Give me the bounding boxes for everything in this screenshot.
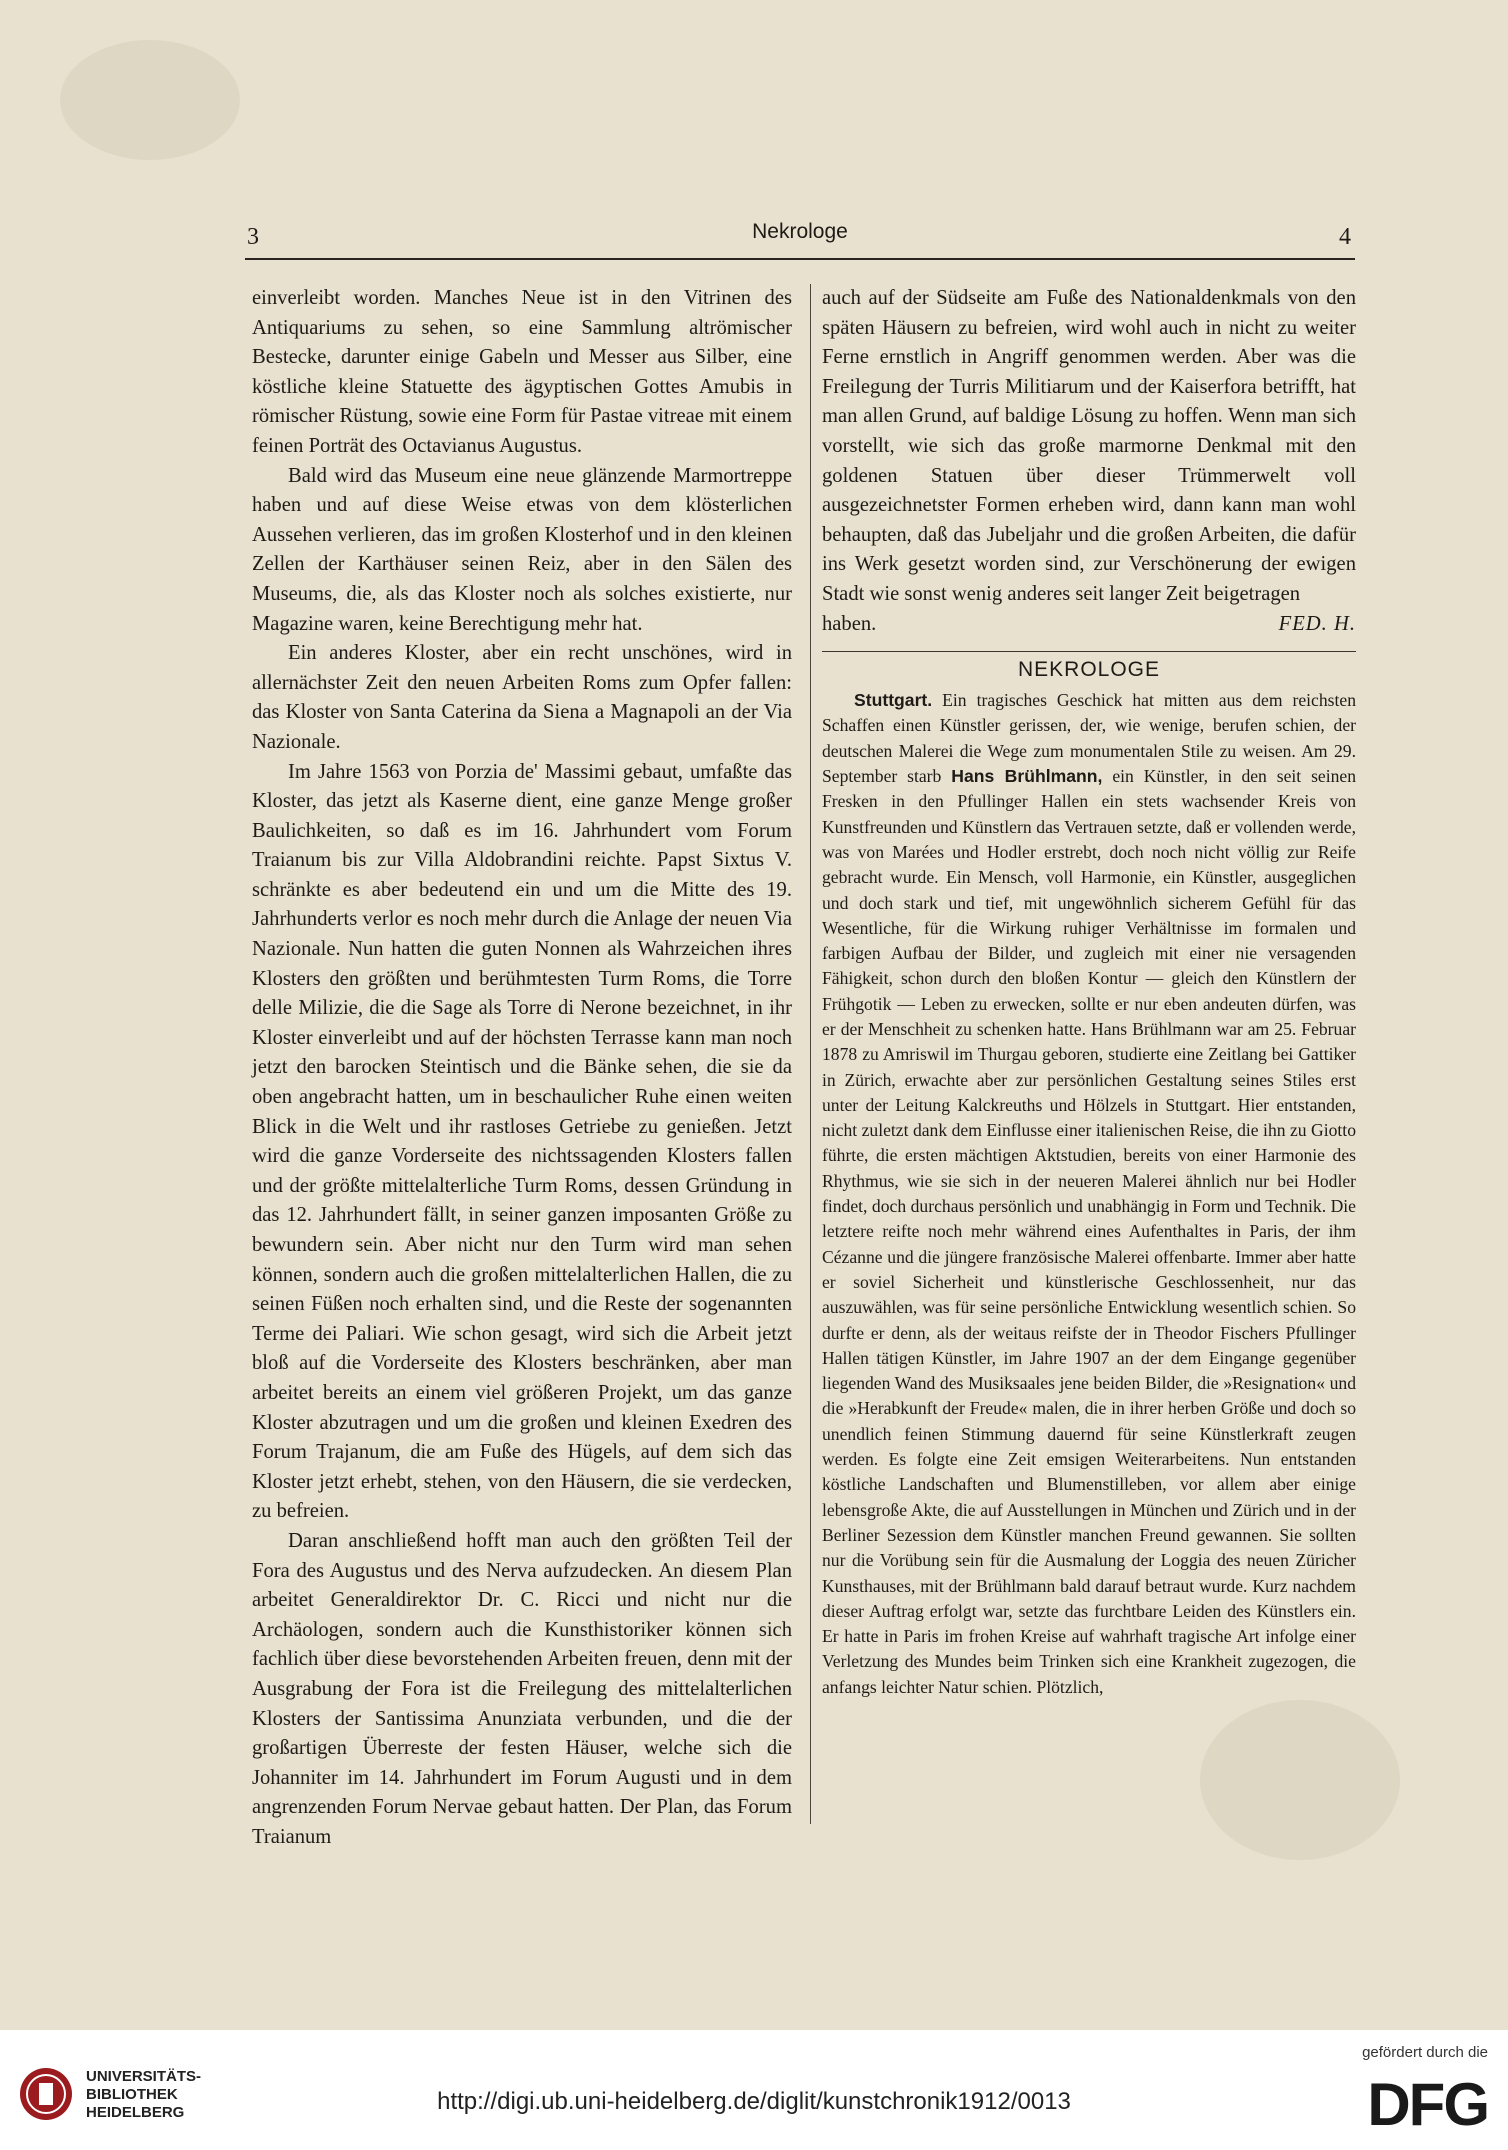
paper-stain xyxy=(1200,1700,1400,1860)
source-url-link[interactable]: http://digi.ub.uni-heidelberg.de/diglit/kunstchronik1912/0013 xyxy=(437,2088,1071,2115)
running-head: Nekrologe xyxy=(752,220,848,243)
page-number-right: 4 xyxy=(1339,224,1351,250)
paper-stain xyxy=(60,40,240,160)
paragraph: Ein anderes Kloster, aber ein recht unschönes, wird in allernächster Zeit den neuen Arbeiten Roms zum Opfer fallen: das Kloster von Santa Caterina da Siena a Magnapoli an der Via Nazionale. xyxy=(252,642,792,753)
obituary-paragraph xyxy=(822,688,1356,1700)
author-signature: FED. H. xyxy=(1278,612,1356,635)
library-name-line: HEIDELBERG xyxy=(86,2104,185,2121)
section-heading: NEKROLOGE xyxy=(1017,658,1161,682)
library-name-line: BIBLIOTHEK xyxy=(86,2086,178,2103)
obituary-city: Stuttgart. xyxy=(854,690,933,711)
obituary-text: Ein tragisches Geschick hat mitten aus dem reichsten Schaffen einen Künstler gerissen, der, wie wenige, berufen schien, der deutschen Malerei die Wege zum monumentalen Stile zu weisen. Am 29. September starb xyxy=(822,690,1356,787)
paragraph: einverleibt worden. Manches Neue ist in den Vitrinen des Antiquariums zu sehen, so eine Sammlung altrömischer Bestecke, darunter einige Gabeln und Messer aus Silber, eine köstliche kleine Statuette des ägyptischen Gottes Amubis in römischer Rüstung, sowie eine Form für Pastae vitreae mit einem feinen Porträt des Octavianus Augustus. xyxy=(252,287,792,457)
page-header xyxy=(245,218,1355,260)
last-line: haben. xyxy=(822,612,877,635)
paragraph: Daran anschließend hofft man auch den größten Teil der Fora des Augustus und des Nerva aufzudecken. An diesem Plan arbeitet Generaldirektor Dr. C. Ricci und nicht nur die Archäologen, sondern auch die Kunsthistoriker können sich fachlich über diese bevorstehenden Arbeiten freuen, denn mit der Ausgrabung der Fora ist die Freilegung des mittelalterlichen Klosters der Santissima Anunziata verbunden, und die der großartigen Überreste der festen Häuser, welche sich die Johanniter im 14. Jahrhundert im Forum Augusti und in dem angrenzenden Forum Nervae gebaut hatten. Der Plan, das Forum Traianum xyxy=(252,1529,792,1848)
right-column xyxy=(822,284,1356,1700)
footer xyxy=(0,2030,1508,2150)
obituary-text: ein Künstler, in den seit seinen Fresken in den Pfullinger Hallen ein stets wachsender Kreis von Kunstfreunden und Künstlern das Vertrauen setzte, daß er vollenden werde, was von Marées und Hodler erstrebt, doch noch nicht völlig zur Reife gebracht wurde. Ein Mensch, voll Harmonie, ein Künstler, ausgeglichen und doch stark und tief, mit ungewöhnlich sicherem Gefühl für das Wesentliche, für die Wirkung ruhiger Verhältnisse im formalen und farbigen Aufbau der Bilder, und zugleich mit einer nie versagenden Fähigkeit, schon durch den bloßen Kontur — gleich den Künstlern der Frühgotik — Leben zu erwecken, sollte er nur eben andeuten dürfen, was er der Menschheit zu schenken hatte. Hans Brühlmann war am 25. Februar 1878 zu Amriswil im Thurgau geboren, studierte eine Zeitlang bei Gattiker in Zürich, erwachte aber zur persönlichen Gestaltung seines Stiles erst unter der Leitung Kalckreuths und Hölzels in Stuttgart. Hier entstanden, nicht zuletzt dank dem Einflusse einer italienischen Reise, die ihn zu Giotto führte, die ersten mächtigen Aktstudien, bereits von einer Harmonie des Rhythmus, wie sie sich in der neueren Malerei ähnlich nur bei Hodler findet, doch durchaus persönlich und unabhängig in Form und Technik. Die letztere reifte noch mehr während eines Aufenthaltes in Paris, der ihm Cézanne und die jüngere französische Malerei offenbarte. Immer aber hatte er soviel Sicherheit und künstlerische Geschlossenheit, nur das auszuwählen, was für seine persönliche Entwicklung wesentlich schien. So durfte er denn, als der weitaus reifste der in Theodor Fischers Pfullinger Hallen tätigen Künstler, im Jahre 1907 an der dem Eingange gegenüber liegenden Wand des Musiksaales jene beiden Bilder, die »Resignation« und die »Herabkunft der Freude« malen, die in ihrer herben Größe und doch so unendlich feinen Stimmung dauernd für seine Künstlerkraft zeugen werden. Es folgte eine Zeit emsigen Weiterarbeitens. Nun entstanden köstliche Landschaften und Blumenstilleben, vor allem aber einige lebensgroße Akte, die auf Ausstellungen in München und Zürich und in der Berliner Sezession dem Künstler manchen Freund gewannen. Sie sollten nur die Vorübung sein für die Ausmalung der Loggia des neuen Züricher Kunsthauses, mit der Brühlmann bald darauf betraut wurde. Kurz nachdem dieser Auftrag erfolgt war, setzte das furchtbare Leiden des Künstlers ein. Er hatte in Paris im frohen Kreise auf wahrhaft tragische Art infolge einer Verletzung des Mundes beim Trinken sich eine Krankheit zugezogen, die anfangs leichter Natur schien. Plötzlich, xyxy=(822,766,1357,1697)
paragraph: auch auf der Südseite am Fuße des Nationaldenkmals von den späten Häusern zu befreien, wird wohl auch in nicht zu weiter Ferne ernstlich in Angriff genommen werden. Aber was die Freilegung der Turris Militiarum und der Kaiserfora betrifft, hat man allen Grund, auf baldige Lösung zu hoffen. Wenn man sich vorstellt, wie sich das große marmorne Denkmal mit den goldenen Statuen über dieser Trümmerwelt voll ausgezeichnetster Formen erheben wird, dann kann man wohl behaupten, daß das Jubeljahr und die großen Arbeiten, die dafür ins Werk gesetzt worden sind, zur Verschönerung der ewigen Stadt wie sonst wenig anderes seit langer Zeit beigetragen xyxy=(822,287,1356,605)
page-number-left: 3 xyxy=(247,224,259,250)
column-divider xyxy=(810,284,811,1824)
library-name-line: UNIVERSITÄTS- xyxy=(86,2068,202,2085)
article-continuation xyxy=(822,284,1356,639)
obituary xyxy=(822,688,1356,1700)
funded-by-label: gefördert durch die xyxy=(1362,2044,1488,2061)
paragraph: Bald wird das Museum eine neue glänzende Marmortreppe haben und auf diese Weise etwas von dem klösterlichen Aussehen verlieren, das im großen Klosterhof und in den kleinen Zellen der Karthäuser seinen Reiz, aber in den Sälen des Museums, die, als das Kloster noch als solches existierte, nur Magazine waren, keine Berechtigung mehr hat. xyxy=(252,464,792,635)
dfg-logo: DFG xyxy=(1367,2071,1488,2138)
paragraph: Im Jahre 1563 von Porzia de' Massimi gebaut, umfaßte das Kloster, das jetzt als Kaserne dient, eine ganze Menge großer Baulichkeiten, so daß es im 16. Jahrhundert vom Forum Traianum bis zur Villa Aldobrandini reichte. Papst Sixtus V. schränkte es aber bedeutend ein und um die Mitte des 19. Jahrhunderts verlor es noch mehr durch die Anlage der neuen Via Nazionale. Nun hatten die guten Nonnen als Wahrzeichen ihres Klosters den größten und berühmtesten Turm Roms, die Torre delle Milizie, die die Sage als Torre di Nerone bezeichnet, in ihr Kloster einverleibt und auf der höchsten Terrasse kann man noch jetzt den barocken Steintisch und die Bänke sehen, die sie da oben angebracht hatten, um in beschaulicher Ruhe einen weiten Blick in die Welt und ihr rastloses Getriebe zu genießen. Jetzt wird die ganze Vorderseite des nichtssagenden Klosters fallen und der größte mittelalterliche Turm Roms, dessen Gründung in das 12. Jahrhundert fällt, in seiner ganzen imposanten Größe zu bewundern sein. Aber nicht nur den Turm wird man sehen können, sondern auch die großen mittelalterlichen Hallen, die zu seinen Füßen noch erhalten sind, und die Reste der sogenannten Terme dei Paliari. Wie schon gesagt, wird sich die Arbeit jetzt bloß auf die Vorderseite des Klosters beschränken, aber man arbeitet bereits an einem viel größeren Projekt, um das ganze Kloster abzutragen und um die großen und kleinen Exedren des Forum Trajanum, die am Fuße des Hügels, auf dem sich das Kloster jetzt erhebt, stehen, von den Häusern, die sie verdecken, zu befreien. xyxy=(252,760,792,1523)
obituary-name: Hans Brühlmann, xyxy=(951,766,1103,787)
section-rule xyxy=(822,651,1356,652)
left-column xyxy=(252,284,792,1852)
signature-line xyxy=(822,610,1356,640)
